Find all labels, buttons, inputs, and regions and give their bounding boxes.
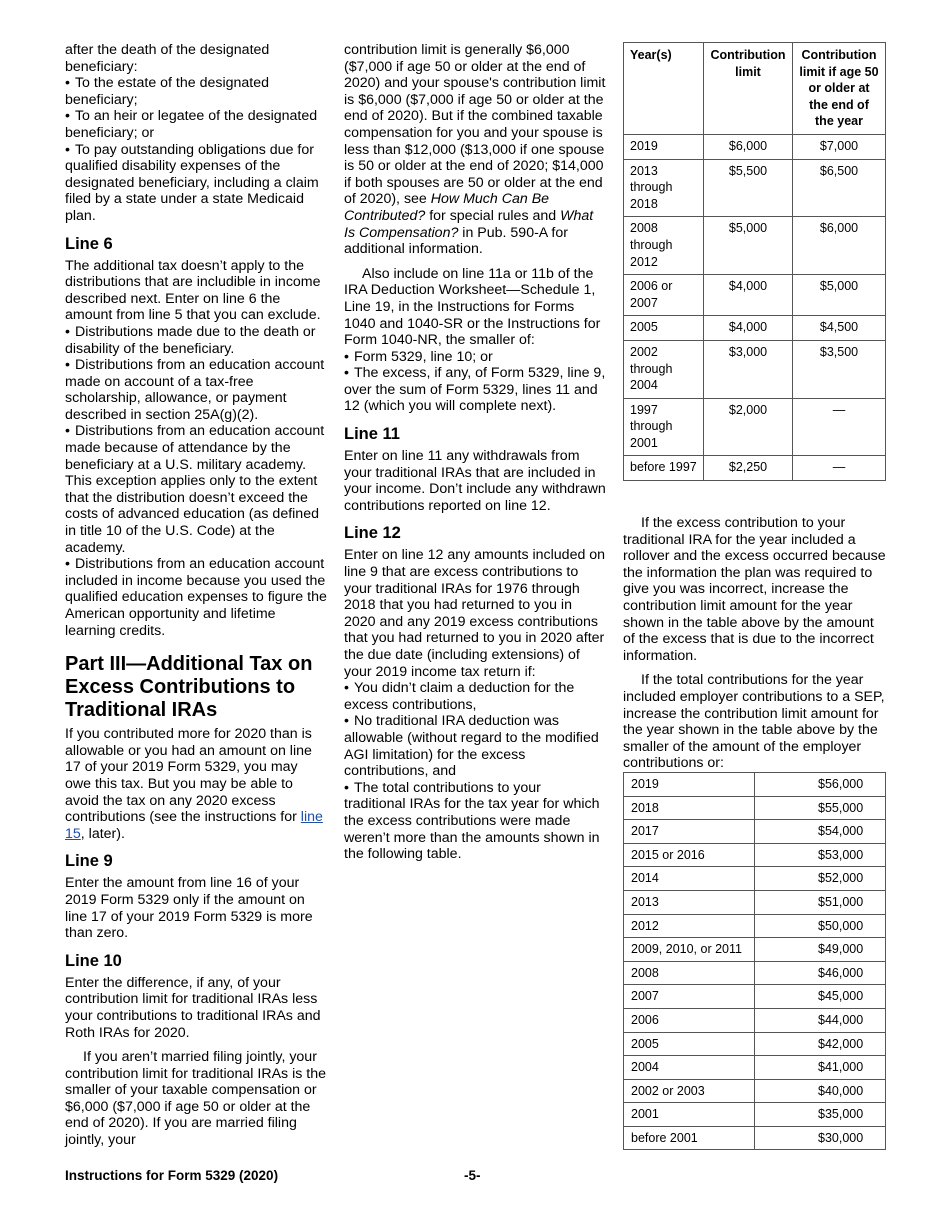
line6-text: The additional tax doesn’t apply to the distributions that are includible in income described next. Enter on line 6 the amount from line 5 that you can exclude.: [65, 257, 321, 324]
line9-heading: Line 9: [65, 852, 113, 871]
table-cell: 2017: [624, 820, 755, 844]
rollover-text: If the excess contribution to your traditional IRA for the year included a rollover and the excess occurred because the information the plan was required to give you was incorrect, increase the contribution limit amount for the year shown in the table above by the amount of the excess that is due to the incorrect information.: [623, 515, 886, 664]
line10-text: Enter the difference, if any, of your contribution limit for traditional IRAs less your contributions to traditional IRAs and Roth IRAs for 2020.: [65, 974, 321, 1041]
table-row: [624, 914, 886, 938]
list-item: • To the estate of the designated beneficiary;: [65, 75, 327, 108]
table-cell: $4,500: [793, 316, 886, 341]
table-cell: $3,000: [704, 340, 793, 398]
table-cell: $7,000: [793, 134, 886, 159]
list-item: • To pay outstanding obligations due for qualified disability expenses of the designated beneficiary, including a claim filed by a state under a state Medicaid plan.: [65, 142, 327, 225]
sep-text: If the total contributions for the year included employer contributions to a SEP, increase the contribution limit amount for the year shown in the table above by the smaller of the amount of the employer contributions or:: [623, 672, 885, 772]
table-cell: $40,000: [755, 1079, 886, 1103]
table-cell: 2002 or 2003: [624, 1079, 755, 1103]
table-cell: 2006: [624, 1008, 755, 1032]
list-item: • The total contributions to your traditional IRAs for the tax year for which the excess contributions were made weren’t more than the amounts shown in the following table.: [344, 780, 606, 863]
table-row: [624, 340, 886, 398]
table-cell: $49,000: [755, 938, 886, 962]
contribution-limit-text: contribution limit is generally $6,000 ($7,000 if age 50 or older at the end of 2020) and your spouse's contribution limit is $6,000 ($7,000 if age 50 or older at the end of 2020). But if the combined taxable compensation for you and your spouse is less than $12,000 ($13,000 if one spouse is 50 or older at the end of 2020; $14,000 if both spouses are 50 or older at the end of 2020), see How Much Can Be Contributed? for special rules and What Is Compensation? in Pub. 590-A for additional information.: [344, 42, 606, 258]
line12-text: Enter on line 12 any amounts included on line 9 that are excess contributions to your traditional IRAs for 1976 through 2018 that you had returned to you in 2020 and any 2019 excess contributions that you had returned to you in 2020 after the due date (including extensions) of your 2019 income tax return if:: [344, 547, 606, 680]
table-cell: $35,000: [755, 1103, 886, 1127]
table-cell: $55,000: [755, 796, 886, 820]
table-row: [624, 1032, 886, 1056]
table-row: [624, 316, 886, 341]
table-cell: 2005: [624, 316, 704, 341]
table-row: [624, 890, 886, 914]
table-cell: $53,000: [755, 843, 886, 867]
line11-heading: Line 11: [344, 425, 400, 444]
intro-text: after the death of the designated beneficiary:: [65, 42, 270, 75]
table-row: [624, 1126, 886, 1150]
table-cell: $5,000: [704, 217, 793, 275]
table-row: [624, 961, 886, 985]
list-item: • Distributions from an education account made because of attendance by the beneficiary at a U.S. military academy. This exception applies only to the extent that the distribution doesn’t exceed the costs of advanced education (as defined in title 10 of the U.S. Code) at the academy.: [65, 423, 327, 556]
table-row: [624, 217, 886, 275]
table-row: [624, 1079, 886, 1103]
part3-heading: Part III—Additional Tax on Excess Contributions to Traditional IRAs: [65, 653, 313, 722]
page-number: -5-: [464, 1168, 481, 1183]
table-cell: 2018: [624, 796, 755, 820]
table-row: [624, 867, 886, 891]
table-cell: before 1997: [624, 456, 704, 481]
table-row: [624, 796, 886, 820]
table-cell: —: [793, 456, 886, 481]
footer-title: Instructions for Form 5329 (2020): [65, 1168, 279, 1183]
table-header: Year(s): [624, 43, 704, 135]
table-cell: $6,000: [793, 217, 886, 275]
table-cell: $52,000: [755, 867, 886, 891]
list-item: • No traditional IRA deduction was allowable (without regard to the modified AGI limitation) for the excess contributions, and: [344, 713, 606, 779]
table-cell: $41,000: [755, 1056, 886, 1080]
table-cell: 2013: [624, 890, 755, 914]
line10-text-continued: If you aren’t married filing jointly, your contribution limit for traditional IRAs is the smaller of your taxable compensation or $6,000 ($7,000 if age 50 or older at the end of 2020). If you are married filing jointly, your: [65, 1049, 327, 1149]
table-cell: 1997 through 2001: [624, 398, 704, 456]
table-cell: $56,000: [755, 772, 886, 796]
table-cell: before 2001: [624, 1126, 755, 1150]
list-item: • Distributions made due to the death or disability of the beneficiary.: [65, 324, 327, 357]
table-cell: 2001: [624, 1103, 755, 1127]
contribution-limit-table: [623, 42, 886, 481]
line12-heading: Line 12: [344, 524, 401, 543]
table-cell: $50,000: [755, 914, 886, 938]
table-cell: 2009, 2010, or 2011: [624, 938, 755, 962]
table-cell: $42,000: [755, 1032, 886, 1056]
table-cell: $54,000: [755, 820, 886, 844]
table-row: [624, 820, 886, 844]
list-item: • Distributions from an education account included in income because you used the qualified education expenses to figure the American opportunity and lifetime learning credits.: [65, 556, 327, 639]
table-cell: 2002 through 2004: [624, 340, 704, 398]
line6-heading: Line 6: [65, 234, 113, 253]
table-cell: $5,500: [704, 159, 793, 217]
sep-limit-table: [623, 772, 886, 1151]
table-row: [624, 275, 886, 316]
table-cell: $46,000: [755, 961, 886, 985]
table-row: [624, 843, 886, 867]
table-row: [624, 985, 886, 1009]
table-cell: 2008 through 2012: [624, 217, 704, 275]
table-row: [624, 772, 886, 796]
list-item: • Distributions from an education account made on account of a tax-free scholarship, allowance, or payment described in section 25A(g)(2).: [65, 357, 327, 423]
column-left: [65, 42, 327, 1157]
table-cell: 2005: [624, 1032, 755, 1056]
table-cell: 2014: [624, 867, 755, 891]
also-include-text: Also include on line 11a or 11b of the IRA Deduction Worksheet—Schedule 1, Line 19, in the Instructions for Forms 1040 and 1040-SR or the Instructions for Form 1040-NR, the smaller of:: [344, 265, 601, 349]
line11-text: Enter on line 11 any withdrawals from your traditional IRAs that are included in your income. Don’t include any withdrawn contributions reported on line 12.: [344, 448, 606, 514]
table-row: [624, 398, 886, 456]
table-cell: 2008: [624, 961, 755, 985]
table-row: [624, 938, 886, 962]
table-row: [624, 159, 886, 217]
table-header: Contribution limit if age 50 or older at the end of the year: [793, 43, 886, 135]
table-cell: $4,000: [704, 275, 793, 316]
table-cell: 2007: [624, 985, 755, 1009]
table-cell: $2,250: [704, 456, 793, 481]
list-item: • The excess, if any, of Form 5329, line 9, over the sum of Form 5329, lines 11 and 12 (which you will complete next).: [344, 365, 606, 415]
table-cell: $45,000: [755, 985, 886, 1009]
table-row: [624, 134, 886, 159]
line15-link[interactable]: line 15: [65, 809, 323, 842]
table-row: [624, 456, 886, 481]
table-cell: $6,500: [793, 159, 886, 217]
table-cell: 2019: [624, 772, 755, 796]
table-cell: —: [793, 398, 886, 456]
table-cell: $5,000: [793, 275, 886, 316]
table-row: [624, 1056, 886, 1080]
column-right: [623, 42, 886, 1150]
table-cell: $4,000: [704, 316, 793, 341]
list-item: • To an heir or legatee of the designated beneficiary; or: [65, 108, 327, 141]
part3-text: If you contributed more for 2020 than is allowable or you had an amount on line 17 of your 2019 Form 5329, you may owe this tax. But you may be able to avoid the tax on any 2020 excess contributions (see the instructions for line 15, later).: [65, 726, 323, 842]
table-cell: 2004: [624, 1056, 755, 1080]
table-row: [624, 1008, 886, 1032]
table-cell: 2006 or 2007: [624, 275, 704, 316]
table-header: Contribution limit: [704, 43, 793, 135]
list-item: • You didn’t claim a deduction for the excess contributions,: [344, 680, 606, 713]
table-cell: $44,000: [755, 1008, 886, 1032]
table-cell: $51,000: [755, 890, 886, 914]
line10-heading: Line 10: [65, 951, 122, 970]
table-row: [624, 1103, 886, 1127]
table-cell: 2019: [624, 134, 704, 159]
column-middle: [344, 42, 606, 863]
table-cell: $6,000: [704, 134, 793, 159]
table-cell: $30,000: [755, 1126, 886, 1150]
table-cell: 2012: [624, 914, 755, 938]
table-cell: 2015 or 2016: [624, 843, 755, 867]
line9-text: Enter the amount from line 16 of your 2019 Form 5329 only if the amount on line 17 of your 2019 Form 5329 is more than zero.: [65, 875, 313, 942]
table-cell: 2013 through 2018: [624, 159, 704, 217]
list-item: • Form 5329, line 10; or: [344, 349, 606, 366]
table-cell: $2,000: [704, 398, 793, 456]
table-cell: $3,500: [793, 340, 886, 398]
